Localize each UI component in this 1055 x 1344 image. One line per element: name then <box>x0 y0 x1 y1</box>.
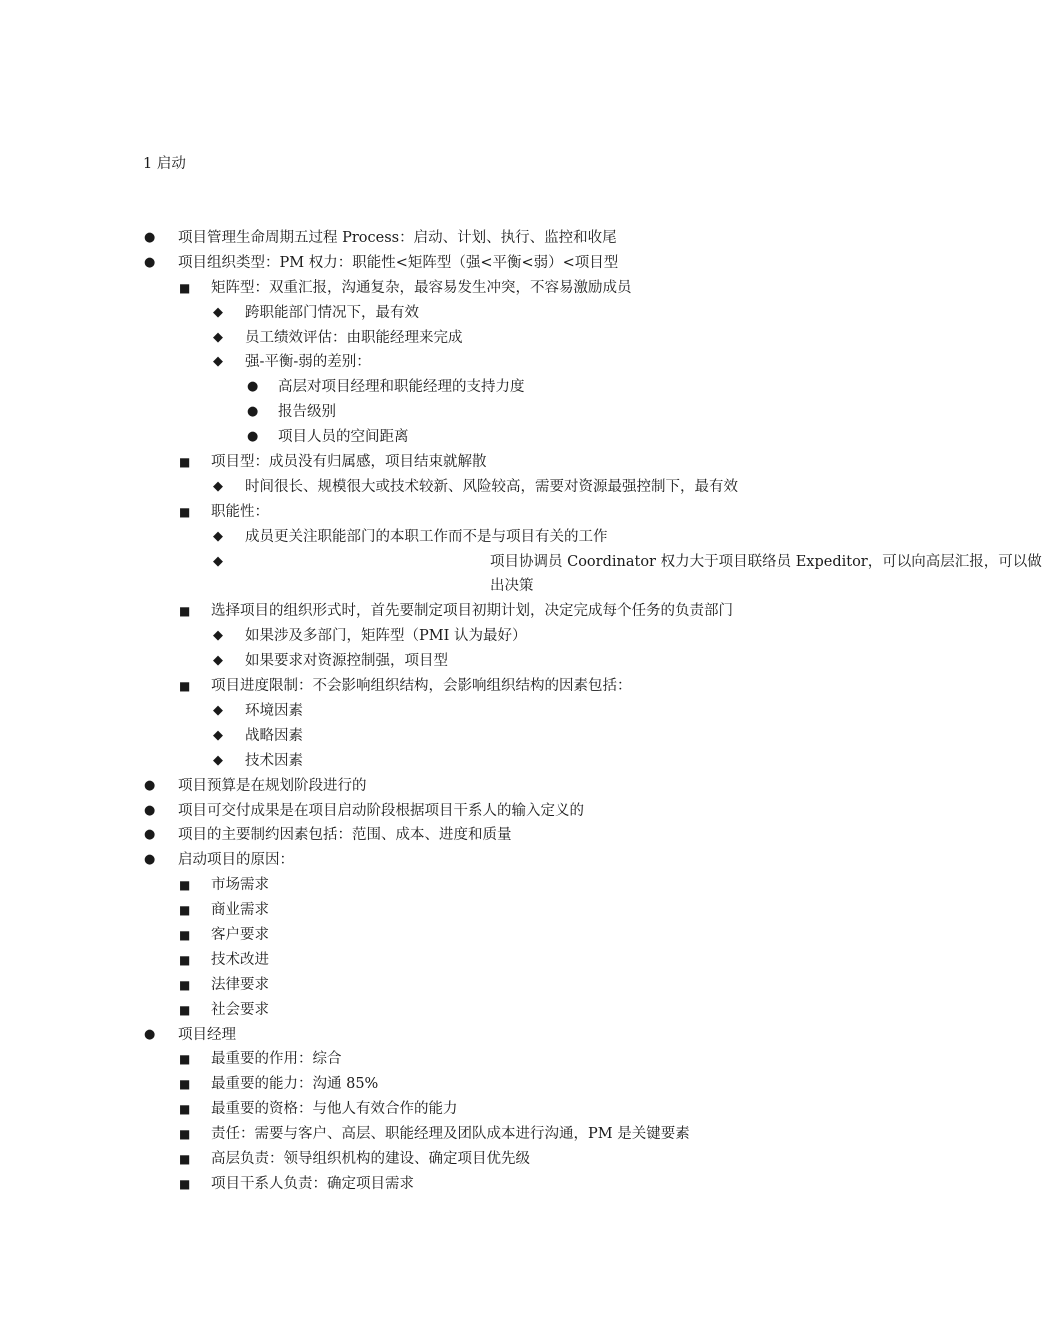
bullet-level-2-icon: ■ <box>179 977 191 992</box>
bullet-level-2-icon: ■ <box>179 455 191 470</box>
list-item <box>0 799 950 824</box>
list-item-text: 商业需求 <box>211 902 269 919</box>
list-item-text: 社会要求 <box>211 1001 269 1018</box>
list-item-text: 责任：需要与客户、高层、职能经理及团队成本进行沟通，PM 是关键要素 <box>211 1126 690 1143</box>
list-item-text: 项目进度限制：不会影响组织结构，会影响组织结构的因素包括： <box>211 678 632 695</box>
list-item-text: 市场需求 <box>211 877 269 894</box>
bullet-level-2-icon: ■ <box>179 1002 191 1017</box>
list-item <box>0 1147 950 1172</box>
list-item <box>0 1172 950 1197</box>
bullet-level-2-icon: ■ <box>179 1077 191 1092</box>
list-item-text: 强-平衡-弱的差别： <box>245 354 371 371</box>
list-item-text: 最重要的能力：沟通 85% <box>211 1076 379 1093</box>
bullet-level-4-icon: ● <box>247 404 259 420</box>
bullet-level-1-icon: ● <box>144 827 156 843</box>
outline-list <box>0 226 1042 1197</box>
list-item <box>0 998 950 1023</box>
list-item <box>0 774 950 799</box>
list-item-text: 最重要的作用：综合 <box>211 1051 342 1068</box>
list-item-text: 项目可交付成果是在项目启动阶段根据项目干系人的输入定义的 <box>178 802 584 819</box>
list-item-text: 项目经理 <box>178 1026 236 1043</box>
section-heading: 1 启动 <box>143 156 186 172</box>
list-item-text: 项目人员的空间距离 <box>278 429 409 446</box>
list-item <box>0 624 950 649</box>
bullet-level-2-icon: ■ <box>179 952 191 967</box>
bullet-level-2-icon: ■ <box>179 280 191 295</box>
list-item <box>0 350 950 375</box>
list-item <box>0 724 950 749</box>
bullet-level-3-icon: ◆ <box>213 752 223 768</box>
bullet-level-3-icon: ◆ <box>213 628 223 644</box>
list-item-text: 高层负责：领导组织机构的建设、确定项目优先级 <box>211 1150 530 1167</box>
list-item <box>0 375 950 400</box>
list-item <box>0 599 950 624</box>
bullet-level-3-icon: ◆ <box>213 553 223 569</box>
list-item-text: 如果涉及多部门，矩阵型（PMI 认为最好） <box>245 628 527 645</box>
list-item <box>0 973 950 998</box>
list-item <box>0 550 1042 600</box>
list-item <box>0 251 950 276</box>
bullet-level-2-icon: ■ <box>179 927 191 942</box>
bullet-level-4-icon: ● <box>247 429 259 445</box>
bullet-level-3-icon: ◆ <box>213 329 223 345</box>
bullet-level-3-icon: ◆ <box>213 653 223 669</box>
bullet-level-2-icon: ■ <box>179 903 191 918</box>
list-item <box>0 823 950 848</box>
bullet-level-2-icon: ■ <box>179 1176 191 1191</box>
list-item-text: 项目组织类型：PM 权力：职能性<矩阵型（强<平衡<弱）<项目型 <box>178 254 619 271</box>
list-item-text: 高层对项目经理和职能经理的支持力度 <box>278 379 525 396</box>
bullet-level-1-icon: ● <box>144 777 156 793</box>
list-item-text: 项目协调员 Coordinator 权力大于项目联络员 Expeditor，可以向高层汇报，可以做出决策 <box>490 553 1042 595</box>
list-item-text: 技术因素 <box>245 752 303 769</box>
list-item <box>0 301 950 326</box>
bullet-level-2-icon: ■ <box>179 1052 191 1067</box>
list-item-text: 职能性： <box>211 503 269 520</box>
bullet-level-3-icon: ◆ <box>213 702 223 718</box>
list-item <box>0 475 950 500</box>
list-item <box>0 873 950 898</box>
list-item-text: 员工绩效评估：由职能经理来完成 <box>245 329 463 346</box>
list-item-text: 战略因素 <box>245 727 303 744</box>
list-item-text: 跨职能部门情况下，最有效 <box>245 304 419 321</box>
bullet-level-1-icon: ● <box>144 852 156 868</box>
bullet-level-4-icon: ● <box>247 379 259 395</box>
list-item <box>0 226 950 251</box>
bullet-level-2-icon: ■ <box>179 1102 191 1117</box>
list-item <box>0 400 950 425</box>
list-item-text: 项目的主要制约因素包括：范围、成本、进度和质量 <box>178 827 512 844</box>
list-item <box>0 1047 950 1072</box>
bullet-level-2-icon: ■ <box>179 604 191 619</box>
bullet-level-2-icon: ■ <box>179 1151 191 1166</box>
list-item <box>0 749 950 774</box>
bullet-level-1-icon: ● <box>144 1026 156 1042</box>
list-item-text: 技术改进 <box>211 951 269 968</box>
list-item-text: 项目管理生命周期五过程 Process：启动、计划、执行、监控和收尾 <box>178 230 617 246</box>
bullet-level-1-icon: ● <box>144 230 156 245</box>
list-item-text: 客户要求 <box>211 926 269 943</box>
bullet-level-3-icon: ◆ <box>213 478 223 494</box>
list-item <box>0 948 950 973</box>
bullet-level-2-icon: ■ <box>179 878 191 893</box>
list-item <box>0 649 950 674</box>
list-item <box>0 276 950 301</box>
bullet-level-1-icon: ● <box>144 802 156 818</box>
list-item <box>0 500 950 525</box>
list-item <box>0 450 950 475</box>
list-item <box>0 425 950 450</box>
list-item-text: 如果要求对资源控制强，项目型 <box>245 653 448 670</box>
bullet-level-3-icon: ◆ <box>213 304 223 320</box>
list-item <box>0 898 950 923</box>
list-item-text: 项目型：成员没有归属感，项目结束就解散 <box>211 454 487 471</box>
list-item <box>0 923 950 948</box>
list-item-text: 启动项目的原因： <box>178 852 294 869</box>
list-item-text: 成员更关注职能部门的本职工作而不是与项目有关的工作 <box>245 528 608 545</box>
list-item-text: 项目干系人负责：确定项目需求 <box>211 1175 414 1192</box>
bullet-level-1-icon: ● <box>144 254 156 270</box>
list-item-text: 矩阵型：双重汇报，沟通复杂，最容易发生冲突，不容易激励成员 <box>211 279 632 296</box>
list-item-text: 选择项目的组织形式时，首先要制定项目初期计划，决定完成每个任务的负责部门 <box>211 603 733 620</box>
list-item <box>0 1023 950 1048</box>
bullet-level-3-icon: ◆ <box>213 528 223 544</box>
list-item <box>0 848 950 873</box>
list-item <box>0 1072 950 1097</box>
list-item <box>0 1097 950 1122</box>
bullet-level-2-icon: ■ <box>179 504 191 519</box>
list-item-text: 报告级别 <box>278 404 336 421</box>
bullet-level-3-icon: ◆ <box>213 354 223 370</box>
list-item-text: 最重要的资格：与他人有效合作的能力 <box>211 1101 458 1118</box>
list-item-text: 时间很长、规模很大或技术较新、风险较高，需要对资源最强控制下，最有效 <box>245 478 738 495</box>
list-item <box>0 674 950 699</box>
list-item <box>0 525 950 550</box>
list-item <box>0 326 950 351</box>
list-item-text: 环境因素 <box>245 702 303 719</box>
bullet-level-2-icon: ■ <box>179 679 191 694</box>
list-item <box>0 1122 950 1147</box>
bullet-level-3-icon: ◆ <box>213 727 223 743</box>
list-item <box>0 699 950 724</box>
bullet-level-2-icon: ■ <box>179 1127 191 1142</box>
list-item-text: 项目预算是在规划阶段进行的 <box>178 777 367 794</box>
list-item-text: 法律要求 <box>211 976 269 993</box>
